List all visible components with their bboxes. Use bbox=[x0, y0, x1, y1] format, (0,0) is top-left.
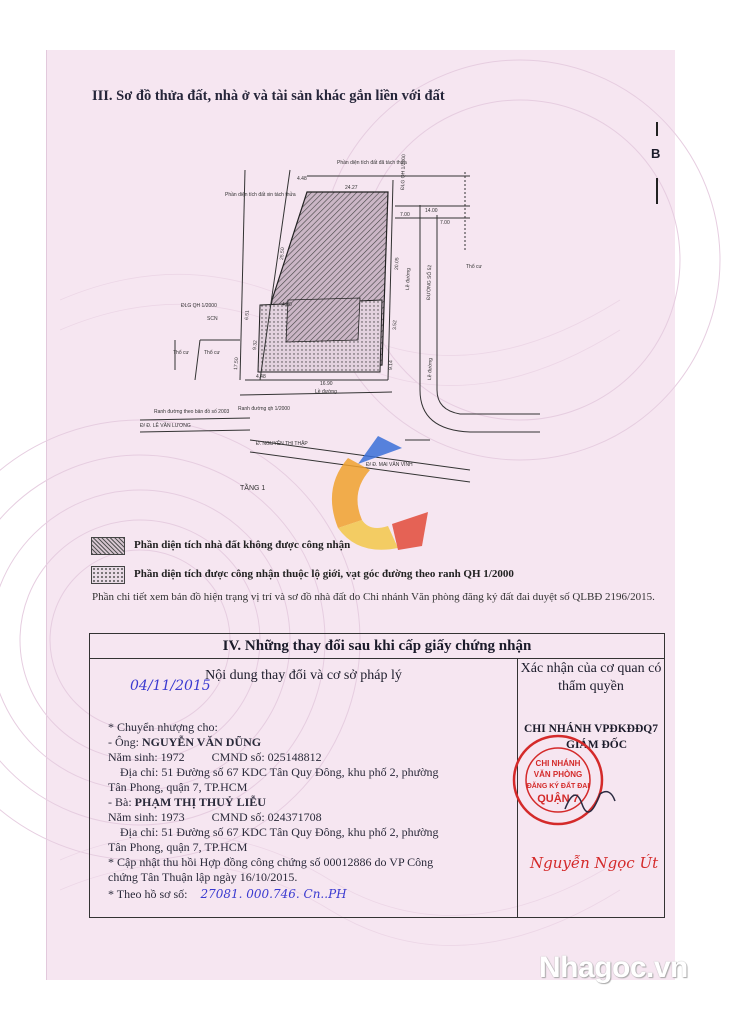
plan-label: Thổ cư bbox=[466, 264, 482, 270]
dimension-label: 9.14 bbox=[388, 360, 395, 371]
plan-label: ĐLG QH 1/2000 bbox=[400, 154, 408, 191]
plan-label: SCN bbox=[207, 316, 218, 322]
person-2-info bbox=[108, 810, 508, 825]
dimension-label: 4.00 bbox=[282, 302, 292, 308]
dimension-label: 6.51 bbox=[244, 309, 251, 321]
dimension-label: 25.50 bbox=[279, 247, 287, 261]
person-2-address-2: Tân Phong, quận 7, TP.HCM bbox=[108, 840, 248, 854]
site-watermark: Nhagoc.vn bbox=[539, 951, 688, 984]
plan-label: Ranh đường qh 1/2000 bbox=[238, 406, 290, 412]
person-2-id: CMND số: 024371708 bbox=[211, 810, 322, 824]
dimension-label: 9.32 bbox=[252, 339, 259, 351]
dimension-label: 17.50 bbox=[233, 357, 241, 371]
person-2-prefix: - Bà: bbox=[108, 795, 132, 809]
person-2-name: PHẠM THỊ THUỶ LIỄU bbox=[134, 795, 266, 809]
legend-swatch-hatched bbox=[91, 537, 125, 555]
person-2-birth: Năm sinh: 1973 bbox=[108, 810, 185, 824]
street-label: Đ/ Đ. LÊ VĂN LƯƠNG bbox=[140, 423, 191, 429]
person-1-info bbox=[108, 750, 508, 765]
person-1-name: NGUYỄN VĂN DŨNG bbox=[142, 735, 262, 749]
plan-label: Lề đường bbox=[315, 389, 337, 395]
dimension-label: 4.48 bbox=[297, 176, 307, 182]
column-header-authority: Xác nhận của cơ quan có thẩm quyền bbox=[520, 661, 662, 694]
file-line bbox=[108, 887, 508, 902]
dimension-label: 20.05 bbox=[394, 257, 401, 271]
person-2-line bbox=[108, 795, 508, 810]
street-label: Đ/ Đ. MAI VĂN VĨNH bbox=[366, 462, 413, 468]
stamp-line-3: ĐĂNG KÝ ĐẤT ĐAI bbox=[526, 783, 590, 790]
director-title: GIÁM ĐỐC bbox=[566, 739, 628, 751]
section-4-title: IV. Những thay đổi sau khi cấp giấy chứng nhận bbox=[90, 634, 664, 659]
dimension-label: 4.48 bbox=[256, 374, 266, 380]
stamp-line-4: QUẬN 7 bbox=[537, 793, 579, 805]
update-line: * Cập nhật thu hồi Hợp đồng công chứng số 00012886 do VP Công bbox=[108, 855, 434, 869]
person-1-address-2: Tân Phong, quận 7, TP.HCM bbox=[108, 780, 248, 794]
stamp-line-1: CHI NHÁNH bbox=[535, 759, 581, 768]
page-letter: B bbox=[651, 146, 661, 161]
stamp-line-2: VĂN PHÒNG bbox=[533, 770, 583, 779]
section-3-title: III. Sơ đồ thửa đất, nhà ở và tài sản khác gắn liền với đất bbox=[92, 88, 445, 104]
dimension-label: 16.90 bbox=[320, 381, 333, 387]
dimension-label: 3.52 bbox=[392, 320, 399, 331]
plan-label: ĐLG QH 1/2000 bbox=[181, 303, 217, 309]
dimension-label: 7.00 bbox=[400, 212, 410, 218]
column-header-content: Nội dung thay đổi và cơ sở pháp lý bbox=[205, 668, 402, 683]
plan-label: ĐƯỜNG SỐ 52 bbox=[426, 264, 434, 301]
transfer-heading: * Chuyển nhượng cho: bbox=[108, 720, 218, 734]
signer-name: Nguyễn Ngọc Út bbox=[530, 854, 659, 872]
person-1-birth: Năm sinh: 1972 bbox=[108, 750, 185, 764]
changes-table bbox=[89, 633, 665, 918]
floor-label: TẦNG 1 bbox=[240, 485, 266, 492]
person-1-id: CMND số: 025148812 bbox=[211, 750, 322, 764]
update-line-2: chứng Tân Thuận lập ngày 16/10/2015. bbox=[108, 870, 298, 884]
plan-label: Phần diện tích đất đã tách thửa bbox=[337, 160, 407, 166]
person-2-address: Địa chỉ: 51 Đường số 67 KDC Tân Quy Đông, khu phố 2, phường bbox=[120, 825, 439, 839]
file-label: * Theo hồ sơ số: bbox=[108, 887, 188, 901]
legend-swatch-dotted bbox=[91, 566, 125, 584]
legend-item-2: Phần diện tích được công nhận thuộc lộ giới, vạt góc đường theo ranh QH 1/2000 bbox=[134, 568, 514, 580]
file-number-handwritten: 27081. 000.746. Cn..PH bbox=[200, 887, 347, 901]
authority-name: CHI NHÁNH VPĐKĐĐQ7 bbox=[524, 723, 658, 735]
plan-label: Lề đường bbox=[427, 357, 434, 381]
person-1-prefix: - Ông: bbox=[108, 735, 139, 749]
legend-item-1: Phần diện tích nhà đất không được công nhận bbox=[134, 539, 351, 551]
plan-label: Lề đường bbox=[405, 267, 412, 291]
lot-inner-block bbox=[286, 298, 360, 342]
handwritten-date: 04/11/2015 bbox=[130, 678, 211, 694]
dimension-label: 7.00 bbox=[440, 220, 450, 226]
dimension-label: 14.00 bbox=[425, 208, 438, 214]
dimension-label: 24.27 bbox=[345, 185, 358, 191]
person-1-line bbox=[108, 735, 508, 750]
plan-note: Phần chi tiết xem bản đồ hiện trạng vị trí và sơ đồ nhà đất do Chi nhánh Văn phòng đăng ký đất đai duyệt số QLBĐ 2196/2015. bbox=[92, 591, 655, 603]
street-label: Đ. NGUYỄN THỊ THẬP bbox=[256, 441, 308, 447]
plan-label: Phần diện tích đất xin tách thửa bbox=[225, 192, 296, 198]
plan-label: Thổ cư bbox=[204, 350, 220, 356]
person-1-address: Địa chỉ: 51 Đường số 67 KDC Tân Quy Đông, khu phố 2, phường bbox=[120, 765, 439, 779]
plan-label: Ranh đường theo bản đồ số 2003 bbox=[154, 409, 230, 415]
plan-label: Thổ cư bbox=[173, 350, 189, 356]
signature-scribble-icon bbox=[560, 779, 620, 819]
